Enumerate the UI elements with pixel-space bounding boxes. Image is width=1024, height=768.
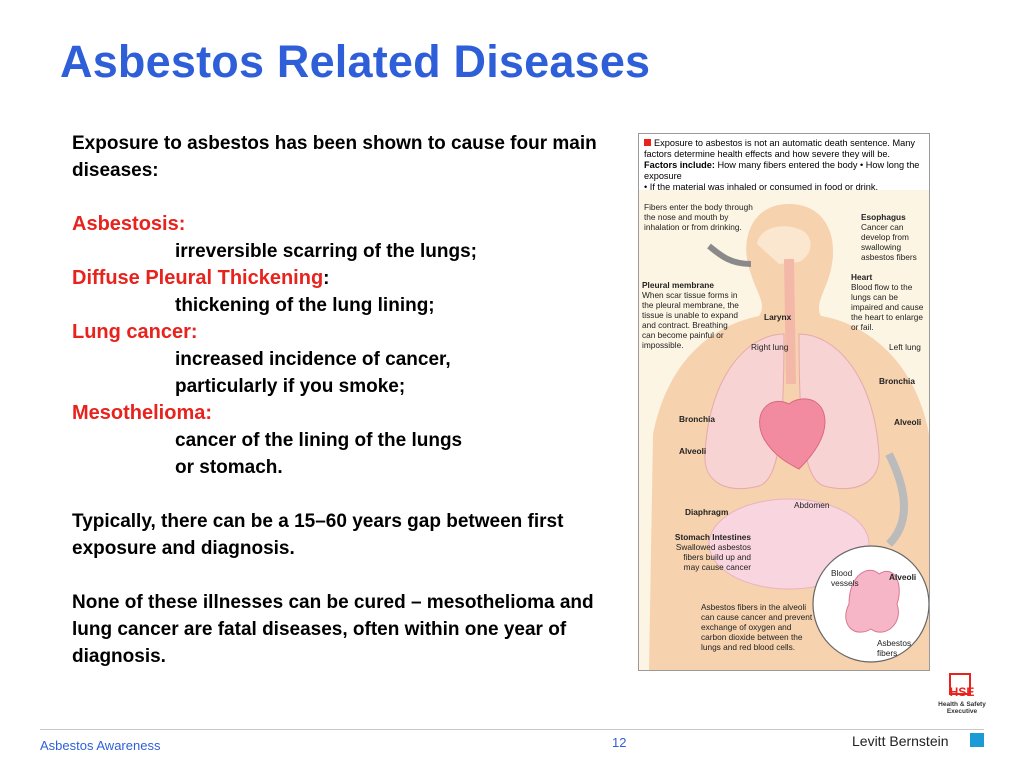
label-heart-title: Heart — [851, 272, 873, 282]
disease-pleural-thickening-desc: thickening of the lung lining; — [175, 295, 435, 316]
page-number: 12 — [612, 735, 627, 750]
label-pleural-title: Pleural membrane — [642, 280, 714, 290]
label-alveoli-detail — [889, 572, 916, 582]
brand-name: Levitt Bernstein — [852, 733, 949, 749]
label-alveoli-right-text: Alveoli — [894, 417, 922, 427]
footer-divider — [40, 729, 984, 730]
disease-lung-cancer: Lung cancer: — [72, 321, 198, 343]
label-pleural — [642, 280, 742, 350]
label-alveoli-left-text: Alveoli — [679, 446, 707, 456]
label-heart-desc: Blood flow to the lungs can be impaired and cause the heart to enlarge or fail. — [851, 282, 924, 332]
disease-lung-cancer-desc-2: particularly if you smoke; — [175, 376, 406, 397]
label-blood-vessels: Blood vessels — [831, 568, 859, 588]
label-heart — [851, 272, 927, 332]
disease-asbestosis-desc: irreversible scarring of the lungs; — [175, 241, 477, 262]
figure-factors-label: Factors include: — [644, 160, 715, 170]
slide-body — [72, 130, 627, 670]
figure-header-line1: Exposure to asbestos is not an automatic death sentence. Many factors determine health effects and how severe they will be. — [644, 138, 915, 159]
label-bronchia-right-text: Bronchia — [679, 414, 715, 424]
disease-lung-cancer-desc-1: increased incidence of cancer, — [175, 349, 451, 370]
brand-square-icon — [970, 733, 984, 747]
figure-header — [639, 134, 929, 190]
label-bronchia-left — [879, 376, 915, 386]
label-alveoli-detail-text: Alveoli — [889, 572, 917, 582]
closing-text: None of these illnesses can be cured – mesothelioma and lung cancer are fatal diseases, often within one year of diagnosis. — [72, 592, 594, 667]
label-larynx-text: Larynx — [764, 312, 792, 322]
figure-header-line3: • If the material was inhaled or consumed in food or drink. — [644, 182, 879, 192]
label-stomach — [671, 532, 751, 572]
slide-title: Asbestos Related Diseases — [60, 36, 651, 87]
inhalation-arrow — [709, 246, 751, 264]
red-bullet-icon — [644, 139, 651, 146]
footer-title: Asbestos Awareness — [40, 738, 161, 753]
label-fibers-enter: Fibers enter the body through the nose and mouth by inhalation or from drinking. — [644, 202, 753, 232]
spacer — [72, 481, 627, 508]
label-alveoli-desc: Asbestos fibers in the alveoli can cause cancer and prevent exchange of oxygen and carbon dioxide between the lungs and red blood cells. — [701, 602, 813, 652]
label-esophagus-desc: Cancer can develop from swallowing asbestos fibers — [861, 222, 917, 262]
label-esophagus — [861, 212, 927, 262]
label-diaphragm — [685, 507, 728, 517]
disease-pleural-thickening-name: Diffuse Pleural Thickening — [72, 267, 324, 289]
figure-factors: How many fibers entered the body • How long the exposure — [644, 160, 920, 181]
disease-mesothelioma-desc-2: or stomach. — [175, 457, 283, 478]
label-stomach-desc: Swallowed asbestos fibers build up and may cause cancer — [675, 542, 751, 572]
asbestos-body-diagram — [638, 133, 930, 671]
label-asbestos-fibers: Asbestos fibers — [877, 638, 912, 658]
label-larynx — [764, 312, 791, 322]
label-abdomen: Abdomen — [794, 500, 830, 510]
hse-logo-subtitle: Health & Safety Executive — [938, 701, 986, 715]
intro-text: Exposure to asbestos has been shown to cause four main diseases: — [72, 133, 597, 181]
hse-logo — [937, 673, 987, 723]
disease-asbestosis: Asbestosis: — [72, 213, 186, 235]
label-alveoli-right — [894, 417, 921, 427]
label-left-lung: Left lung — [889, 342, 921, 352]
spacer — [72, 184, 627, 211]
disease-mesothelioma: Mesothelioma: — [72, 402, 213, 424]
spacer — [72, 562, 627, 589]
label-stomach-title: Stomach Intestines — [674, 532, 751, 542]
label-diaphragm-text: Diaphragm — [685, 507, 729, 517]
label-esophagus-title: Esophagus — [861, 212, 906, 222]
label-bronchia-left-text: Bronchia — [879, 376, 915, 386]
disease-mesothelioma-desc-1: cancer of the lining of the lungs — [175, 430, 463, 451]
hse-logo-text: HSE — [949, 685, 975, 699]
disease-pleural-thickening-colon: : — [323, 268, 330, 289]
gap-text: Typically, there can be a 15–60 years gap between first exposure and diagnosis. — [72, 511, 564, 559]
label-right-lung: Right lung — [751, 342, 789, 352]
label-alveoli-left — [679, 446, 706, 456]
disease-pleural-thickening — [72, 265, 627, 292]
label-pleural-desc: When scar tissue forms in the pleural membrane, the tissue is unable to expand and contract. Breathing can become painful or impossible. — [642, 290, 739, 350]
label-bronchia-right — [679, 414, 715, 424]
